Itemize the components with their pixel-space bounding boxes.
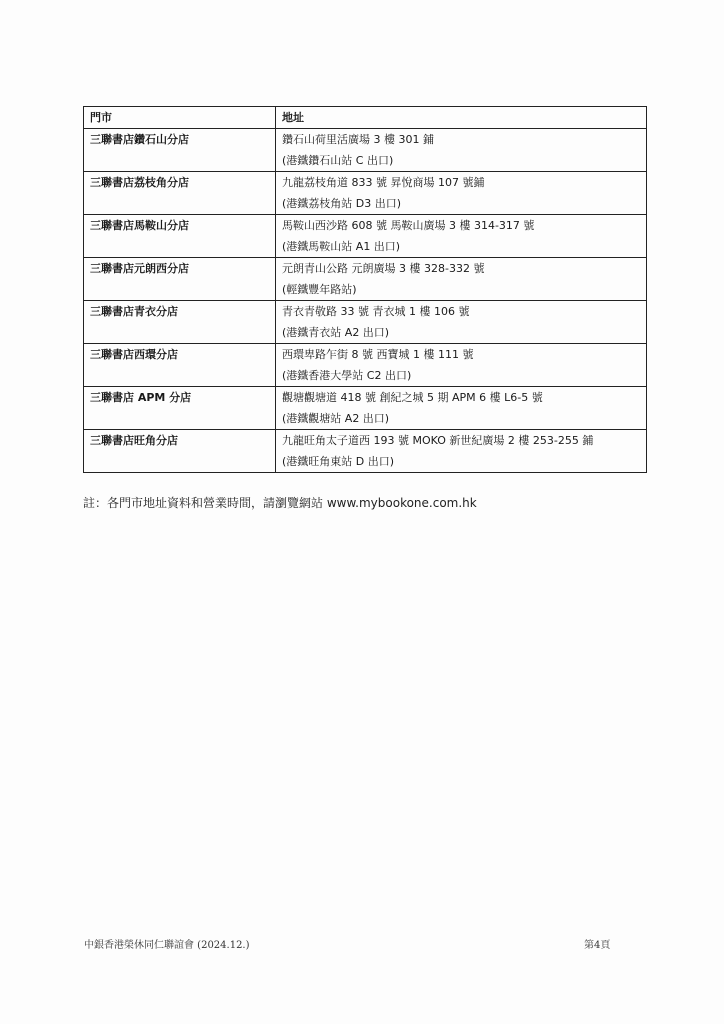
transit-line: (港鐵馬鞍山站 A1 出口): [282, 240, 401, 253]
store-name: 三聯書店鑽石山分店: [84, 129, 276, 172]
transit-line: (港鐵青衣站 A2 出口): [282, 326, 390, 339]
address-line: 九龍荔枝角道 833 號 昇悅商場 107 號鋪: [282, 176, 485, 189]
store-name: 三聯書店旺角分店: [84, 430, 276, 473]
transit-line: (港鐵鑽石山站 C 出口): [282, 154, 394, 167]
store-address: [276, 387, 647, 430]
column-header-address: 地址: [276, 107, 647, 129]
table-row: [84, 430, 647, 473]
footer-organization: 中銀香港榮休同仁聯誼會 (2024.12.): [84, 940, 250, 951]
table-row: [84, 129, 647, 172]
store-address: [276, 301, 647, 344]
website-note: 註：各門市地址資料和營業時間，請瀏覽網站 www.mybookone.com.hk: [83, 496, 477, 510]
transit-line: (輕鐵豐年路站): [282, 283, 357, 296]
address-line: 西環卑路乍街 8 號 西寶城 1 樓 111 號: [282, 348, 474, 361]
table-row: [84, 344, 647, 387]
store-name: 三聯書店元朗西分店: [84, 258, 276, 301]
store-name: 三聯書店馬鞍山分店: [84, 215, 276, 258]
store-address: [276, 215, 647, 258]
column-header-store: 門市: [84, 107, 276, 129]
table-row: [84, 215, 647, 258]
transit-line: (港鐵旺角東站 D 出口): [282, 455, 395, 468]
address-line: 鑽石山荷里活廣場 3 樓 301 鋪: [282, 133, 434, 146]
store-address: [276, 430, 647, 473]
transit-line: (港鐵香港大學站 C2 出口): [282, 369, 412, 382]
address-line: 元朗青山公路 元朗廣場 3 樓 328-332 號: [282, 262, 485, 275]
address-line: 觀塘觀塘道 418 號 創紀之城 5 期 APM 6 樓 L6-5 號: [282, 391, 543, 404]
store-name: 三聯書店西環分店: [84, 344, 276, 387]
transit-line: (港鐵觀塘站 A2 出口): [282, 412, 390, 425]
address-line: 青衣青敬路 33 號 青衣城 1 樓 106 號: [282, 305, 470, 318]
table-row: [84, 258, 647, 301]
table-row: [84, 387, 647, 430]
store-name: 三聯書店 APM 分店: [84, 387, 276, 430]
address-line: 九龍旺角太子道西 193 號 MOKO 新世紀廣場 2 樓 253-255 鋪: [282, 434, 594, 447]
store-name: 三聯書店青衣分店: [84, 301, 276, 344]
page-number: 第4頁: [584, 940, 611, 951]
table-body: [84, 129, 647, 473]
table-row: [84, 172, 647, 215]
address-line: 馬鞍山西沙路 608 號 馬鞍山廣場 3 樓 314-317 號: [282, 219, 535, 232]
store-address-table: [83, 106, 647, 473]
table-header-row: [84, 107, 647, 129]
store-address: [276, 344, 647, 387]
store-name: 三聯書店荔枝角分店: [84, 172, 276, 215]
store-address: [276, 129, 647, 172]
transit-line: (港鐵荔枝角站 D3 出口): [282, 197, 402, 210]
table-row: [84, 301, 647, 344]
store-address: [276, 172, 647, 215]
store-address: [276, 258, 647, 301]
